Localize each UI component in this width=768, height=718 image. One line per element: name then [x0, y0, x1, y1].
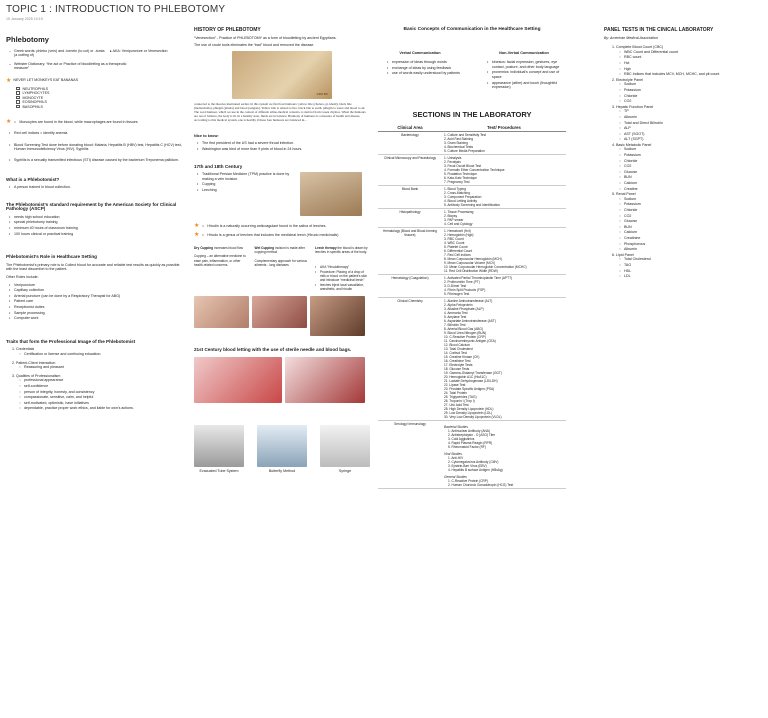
clinical-area-cell: Bacteriology	[378, 132, 442, 155]
trait-item: 3. Qualities of Professionalism ○ professional appearance ○ self-confidence ○ person of integrity, honesty, and consistency ○ compassionate, sensitive, calm, and helpful ○ self-motivated, optimistic, have initiatives ○ dependable, practice proper work ethics, and liable for own’s actions.	[16, 374, 186, 411]
table-row	[378, 186, 566, 209]
list-item: ○ CO2	[624, 99, 764, 104]
checkbox-icon[interactable]	[16, 96, 20, 100]
nice-list	[194, 141, 370, 151]
checklist-item[interactable]: NEUTROPHILS	[16, 87, 186, 92]
star-icon: ★	[194, 231, 200, 238]
list-item: • Capillary collection	[14, 288, 186, 293]
nice-heading: Nice to know:	[194, 133, 219, 138]
test-item: 1. Blood Typing	[444, 187, 466, 192]
checklist-item[interactable]: MONOCYTE	[16, 96, 186, 101]
table-header: Test/ Procedures	[442, 125, 566, 132]
table-header: Clinical Area	[378, 125, 442, 132]
list-item: ○ professional appearance	[24, 378, 186, 383]
test-item: 27. Uric Acid Test	[444, 403, 469, 408]
test-item: 6. Aspartate Aminotransferase (AST)	[444, 319, 496, 324]
test-item: 21. Lactate Dehydrogenase (LD/LDH)	[444, 379, 498, 384]
aka-note: ▸ AKA: Venipuncture or Venesection	[110, 48, 168, 53]
test-item: 3. D-Dimer Test	[444, 284, 467, 289]
tests-cell	[442, 155, 566, 186]
star-icon: ★	[194, 223, 200, 230]
panels-heading: PANEL TESTS IN THE CINICAL LABORATORY	[604, 27, 714, 33]
list-item: ○ HDL	[624, 269, 764, 274]
panels-source: By: American Medical Association	[604, 35, 658, 40]
panel-item: 2. Electrolyte Panel ○ Sodium ○ Potassium ○ Chloride ○ CO2	[616, 78, 764, 104]
list-item: ○ TAG	[624, 263, 764, 268]
list-item: ○ Hgb	[624, 67, 764, 72]
tube-system-image	[194, 425, 244, 467]
etym-list	[6, 49, 106, 59]
test-item: 3. Epstein-Barr Virus (EBV)	[448, 464, 487, 469]
list-item: ○ Chloride	[624, 159, 764, 164]
test-item: 5. Rheumatoid Factor (RF)	[448, 445, 486, 450]
list-item: ○ Calcium	[624, 230, 764, 235]
list-item: ○ compassionate, sensitive, calm, and helpful	[24, 395, 186, 400]
communication-heading: Basic Concepts of Communication in the Healthcare Setting	[403, 27, 541, 32]
test-item: 13. Total Cholesterol	[444, 347, 473, 352]
list-item: ○ Creatine	[624, 187, 764, 192]
test-item: 19. Gamma-Glutamyl Transferase (GGT)	[444, 371, 502, 376]
cave-note: The use of crude tools eliminates the “bad” blood and removed the disease.	[194, 43, 315, 48]
test-item: 5. Floatation Technique	[444, 172, 477, 177]
test-item: 1. Tissue Processing	[444, 210, 474, 215]
star-icon: ★	[6, 77, 12, 84]
cell-checklist	[6, 87, 186, 110]
list-item: ○ Phosphorous	[624, 242, 764, 247]
list-item: • The first president of the US had a severe throat infection.	[202, 141, 370, 146]
test-item: 4. Fibrin Split Products (FSP)	[444, 288, 486, 293]
tests-cell	[442, 186, 566, 209]
nonverbal-heading: Non-Verbal Communication	[499, 50, 549, 55]
column-intro	[6, 28, 186, 412]
table-row	[378, 132, 566, 155]
nonverbal-block	[482, 45, 566, 91]
egypt-figure-image	[232, 51, 332, 99]
list-item: • Procedure: Placing of a drop of milk or blood on the patient’s skin and introduce “medicinal leech”	[320, 270, 370, 282]
list-item: ○ BUN	[624, 175, 764, 180]
test-item: 25. Triglycerides (TAG)	[444, 395, 477, 400]
list-item: ○ Sodium	[624, 147, 764, 152]
checkbox-icon[interactable]	[16, 87, 20, 91]
list-item: ○ ALT (SGPT)	[624, 137, 764, 142]
list-item: • Computer work	[14, 316, 186, 321]
test-item: 4. Ammonia Test	[444, 311, 468, 316]
test-item: 20. Hemoglobin A1C (HbA1C)	[444, 375, 487, 380]
list-item: ○ Chloride	[624, 208, 764, 213]
std-heading: The Phlebotomist’s standard requirement by the American Society for Clinical Pathology (ASCP)	[6, 201, 177, 212]
panels-list	[604, 45, 764, 279]
test-item: 5. Fibrinogen Test	[444, 292, 470, 297]
list-item: • Blood Screening Test done before donating blood: Malaria, Hepatitis B (HBV) test, Hepatitis C (HCV) test, Human Immunodeficiency Virus (HIV), Syphilis	[14, 143, 186, 152]
list-item: ○ Certification or license and continuing education.	[24, 352, 186, 357]
list-item: ○ Creatinine	[624, 236, 764, 241]
clinical-area-cell: Serology/ Immunology	[378, 421, 442, 489]
list-item: ○ Sodium	[624, 82, 764, 87]
list-item: ○ RBC Indices that includes MCV, MCH, MCHC, and plt count	[624, 72, 764, 77]
test-item: 3. Cold Agglutinins	[448, 437, 475, 442]
list-item: ○ Total Cholesterol	[624, 257, 764, 262]
table-row	[378, 209, 566, 228]
never-note: ★ NEVER LET MONKEYS EAT BANANAS	[6, 77, 79, 84]
test-item: 4. Biochemical Tests	[444, 145, 473, 150]
traits-heading: Traits that form the Professional Image of the Phlebotomist	[6, 338, 136, 344]
role-heading: Phlebotomist’s Role in Healthcare Setting	[6, 254, 97, 260]
test-group-label: General Studies	[444, 475, 467, 480]
test-item: 6. Differential Count	[444, 249, 473, 254]
blood-bag-image	[194, 357, 282, 403]
test-item: 7. Bilirubin Test	[444, 323, 466, 328]
test-item: 18. Glucose Tests	[444, 367, 470, 372]
test-item: 4. Blood Letting Activity	[444, 199, 477, 204]
test-item: 12. Blood Calcium	[444, 343, 470, 348]
screening-list	[6, 131, 186, 162]
history-intro: “Venesection” - Practice of PHLEBOTOMY as a form of bloodletting by ancient Egyptians.	[194, 35, 337, 40]
history-heading: HISTORY OF PHLEBOTOMY	[194, 27, 261, 33]
checkbox-icon[interactable]	[16, 91, 20, 95]
list-item: • Arterial puncture (can be done by a Respiratory Therapist for ABG)	[14, 294, 186, 299]
test-item: 1. Culture and Sensitivity Test	[444, 133, 486, 138]
table-row	[378, 155, 566, 186]
test-item: 11. Carcinoembryonic Antigen (CEA)	[444, 339, 496, 344]
test-item: 2. Cross-Matching	[444, 191, 470, 196]
test-item: 2. Hemoglobin (Hgb)	[444, 233, 474, 238]
clinical-area-cell: Blood Bank	[378, 186, 442, 209]
arrow-right-icon: ▸	[110, 48, 113, 53]
etym-list-2	[6, 62, 136, 71]
leech-image	[310, 296, 365, 336]
list-item: • minimum 40 hours of classroom training	[14, 226, 186, 231]
clinical-area-cell: Hematology (Coagulation)	[378, 275, 442, 298]
list-item: ○ LDL	[624, 274, 764, 279]
column-history	[194, 28, 370, 473]
test-item: 2. Antistreptolysin - O (ASO) Titer	[448, 433, 496, 438]
role-paragraph: The Phlebotomist’s primary role is to Collect blood for accurate and reliable test results as quickly as possible with the least discomfort to the patient.	[6, 262, 180, 272]
list-item: ○ Total and Direct Bilirubin	[624, 121, 764, 126]
list-item: • Venipuncture	[14, 283, 186, 288]
list-item: ○ Reassuring and pleasant	[24, 365, 186, 370]
test-item: 4. WBC Count	[444, 241, 465, 246]
list-item: • Red cell indices = identify anemia	[14, 131, 186, 136]
list-item: • Cupping	[202, 182, 294, 187]
table-row	[378, 421, 566, 489]
checklist-item[interactable]: LYMPHOCYTES	[16, 91, 186, 96]
test-item: 3. Component Preparation	[444, 195, 482, 200]
hirudo-note	[194, 233, 370, 239]
syringe-image	[320, 425, 370, 467]
checklist-item[interactable]: EOSINOPHILS	[16, 100, 186, 105]
figure-caption: 1400 BC	[316, 92, 328, 97]
panel-item: 5. Renal Panel ○ Sodium ○ Potassium ○ Chloride ○ CO2 ○ Glucose ○ BUN ○ Calcium ○ Creatinine ○ Phosphorous ○ Albumin	[616, 192, 764, 252]
hirudin-note	[194, 224, 370, 230]
list-item: ○ ALP	[624, 126, 764, 131]
list-item: • Traditional Persian Medicine (TPM) practice is done by making a vein incision.	[202, 172, 294, 181]
etym-item: – Webster Dictionary: “the act or Practice of bloodletting as a therapeutic measure”	[14, 62, 136, 71]
tube-system-figure	[194, 425, 244, 474]
test-item: 1. Urinalysis	[444, 156, 462, 161]
test-group-label: Viral Studies	[444, 452, 462, 457]
humours-scan: connected to the theories mentioned earlier. In this system we find four humours: yellow bile (cholera, gr. kholē), black bile (melancholia), phlegm (pituita) and blood (sanguis). Yellow bile is related to fire, black bile to earth, phlegm to water and blood to air. The word humour, which we use in the context of different ethno-medical contexts, is derived from Greek chymos. When the humours are out of balance, the body is ill. In a healthy state, fluids are in balance. Harmony of humours is a measure of health and disease. According to this medical system, one is healthy if these four humours are balanced in...	[194, 101, 366, 122]
column-panels	[604, 28, 764, 280]
checkbox-icon[interactable]	[16, 105, 20, 109]
syringe-figure	[320, 425, 370, 474]
test-item: 10. Mean Corpuscular Hemoglobin Concentration (MCHC)	[444, 265, 527, 270]
tests-cell	[442, 275, 566, 298]
page-title: TOPIC 1 : INTRODUCTION TO PHLEBOTOMY	[6, 4, 226, 15]
list-item: • kinesics: facial expression, gestures, eye contact, posture, and other body language	[492, 60, 566, 69]
mono-note-text: • Monocytes are found in the blood, while macrophages are found in tissues	[19, 120, 137, 125]
test-item: 2. Fecalysis	[444, 160, 461, 165]
list-item: • A person trained in blood collection.	[14, 185, 186, 190]
dry-cupping-image	[194, 296, 249, 328]
tests-cell	[442, 421, 566, 489]
test-item: 5. Platelet Count	[444, 245, 468, 250]
test-item: 14. Cortisol Test	[444, 351, 467, 356]
table-row	[378, 275, 566, 298]
list-item: ○ Hct	[624, 61, 764, 66]
test-item: 24. Total Protein	[444, 391, 467, 396]
list-item: ○ Sodium	[624, 197, 764, 202]
test-item: 4. Rapid Plasma Reagin (RPR)	[448, 441, 493, 446]
cupping-section	[194, 246, 370, 292]
list-item: ○ Chloride	[624, 94, 764, 99]
list-item: • AKA “Hirudotherapy”	[320, 265, 370, 269]
test-item: 8. Arterial Blood Gas (ABG)	[444, 327, 483, 332]
test-item: 1. C-Reactive Protein (CRP)	[448, 479, 489, 484]
list-item: ○ WBC Count and Differential count	[624, 50, 764, 55]
list-item: ○ Glucose	[624, 219, 764, 224]
test-item: 2. Biopsy	[444, 214, 458, 219]
test-item: 4. Formalin Ether Concentration Technique	[444, 168, 505, 173]
list-item: ○ person of integrity, honesty, and consistency	[24, 390, 186, 395]
checklist-item[interactable]: BASOPHILS	[16, 105, 186, 110]
test-group-label: Bacterial Studies	[444, 425, 468, 430]
trait-item: 2. Patient-Client Interaction ○ Reassuring and pleasant	[16, 361, 186, 370]
test-item: 7. Red Cell Indices	[444, 253, 471, 258]
list-item: ○ Potassium	[624, 202, 764, 207]
page-date: 15 January 2025 10:19	[6, 17, 43, 21]
std-list	[6, 215, 186, 236]
list-item: • special phlebotomy training	[14, 220, 186, 225]
test-item: 1. Hematocrit (Hct)	[444, 229, 471, 234]
list-item: ○ BUN	[624, 225, 764, 230]
test-item: 6. Kato-Katz Technique	[444, 176, 477, 181]
test-item: 17. Electrolyte Tests	[444, 363, 473, 368]
tests-cell	[442, 132, 566, 155]
what-list	[6, 185, 186, 190]
century-heading: 17th and 18th Century	[194, 163, 243, 169]
list-item: ○ Potassium	[624, 88, 764, 93]
list-item: ○ Glucose	[624, 170, 764, 175]
test-item: 16. Creatinine Test	[444, 359, 471, 364]
list-item: ○ Albumin	[624, 115, 764, 120]
test-item: 3. PAP smear	[444, 218, 464, 223]
star-icon: ★	[6, 118, 12, 125]
panel-item: 3. Hepatic Function Panel ○ TP ○ Albumin ○ Total and Direct Bilirubin ○ ALP ○ AST (SGOT) ○ ALT (SGPT)	[616, 105, 764, 142]
verbal-heading: Verbal Communication	[399, 50, 441, 55]
list-item: • Leeching	[202, 188, 294, 193]
list-item: ○ TP	[624, 109, 764, 114]
test-item: 8. Mean Corpuscular Hemoglobin (MCH)	[444, 257, 502, 262]
phlebotomy-heading: Phlebotomy	[6, 35, 49, 44]
test-item: 1. Anti-HIV	[448, 456, 464, 461]
test-item: 15. Creatine Kinase (CK)	[444, 355, 480, 360]
list-item: ○ Albumin	[624, 247, 764, 252]
test-item: 23. Prostate Specific Antigen (PSA)	[444, 387, 495, 392]
test-item: 29. Low Density Lipoprotein (LDL)	[444, 411, 493, 416]
list-item: • Sample processing	[14, 311, 186, 316]
test-item: 9. Mean Corpuscular Volume (MCV)	[444, 261, 496, 266]
tests-cell	[442, 298, 566, 421]
figure-label: Butterfly Method	[268, 468, 296, 473]
sections-heading: SECTIONS IN THE LABORATORY	[412, 109, 532, 119]
test-item: 5. Amylase Test	[444, 315, 467, 320]
test-item: 11. Red Cell Distribution Width (RDW)	[444, 269, 498, 274]
panel-item: 4. Basic Metabolic Panel ○ Sodium ○ Potassium ○ Chloride ○ CO2 ○ Glucose ○ BUN ○ Calcium ○ Creatine	[616, 143, 764, 191]
tests-cell	[442, 228, 566, 275]
butterfly-image	[257, 425, 307, 467]
list-item: ○ RBC count	[624, 55, 764, 60]
etym-item: – Greek words: phlebo (vein) and -tomein (to cut) or -tomia (a cutting of)	[14, 49, 106, 58]
list-item: ○ Calcium	[624, 181, 764, 186]
wet-cupping-body: Complementary approach for various ailments - lung diseases	[254, 258, 307, 267]
clinical-area-cell: Clinical Chemistry	[378, 298, 442, 421]
wet-cupping: Wet Cupping incision is made after cupping method Complementary approach for various ailments - lung diseases	[255, 246, 310, 292]
wet-cupping-image	[252, 296, 307, 328]
leech-therapy: Leech therapy the blood is drawn by leeches in specific areas of the body. • AKA “Hirudotherapy” • Procedure: Placing of a drop of milk or blood on the patient’s skin and introduce “medicinal leech” • leeches inject local vasodilator, anesthetic, and hirudin	[315, 246, 370, 292]
butterfly-figure	[257, 425, 307, 474]
test-item: 1. Antinuclear Antibody (ANA)	[448, 429, 490, 434]
list-item: ○ CO2	[624, 164, 764, 169]
test-item: 3. RBC Count	[444, 237, 464, 242]
clinical-area-cell: Hematology (Blood and Blood-forming tissues)	[378, 228, 442, 275]
century21-heading: 21st Century blood letting with the use of sterile needle and blood bags.	[194, 347, 352, 353]
test-item: 22. Lipase Test	[444, 383, 466, 388]
verbal-block	[378, 45, 462, 91]
test-item: 2. Prothrombin Time (PT)	[444, 280, 480, 285]
test-item: 7. Pregnancy Test	[444, 180, 470, 185]
list-item: • Syphilis is a sexually transmitted infectious (STI) disease caused by the bacterium Treponema pallidum.	[14, 158, 186, 163]
what-heading: What is a Phlebotomist?	[6, 176, 60, 182]
list-item: • use of words easily understood by patients	[392, 71, 462, 76]
list-item: • exchange of ideas by using feedback	[392, 66, 462, 71]
test-item: 1. Alanine Aminotransferase (ALT)	[444, 299, 493, 304]
figure-label: Syringe	[338, 468, 352, 473]
list-item: ○ dependable, practice proper work ethics, and liable for own’s actions.	[24, 406, 186, 411]
list-item: • Hirudin is a naturally occurring anticoagulant found in the saliva of leeches.	[207, 224, 326, 229]
century-list	[194, 172, 294, 216]
lab-sections-table	[378, 125, 566, 489]
test-item: 10. C-Reactive Protein (CRP)	[444, 335, 486, 340]
test-item: 4. Cell and Cytology	[444, 222, 473, 227]
test-item: 2. Cytomegalovirus Antibody (CMV)	[448, 460, 499, 465]
list-item: • expression of ideas through words	[392, 60, 462, 65]
list-item: • Hirudo is a genus of leeches that includes the medicinal leech (Hirudo medicinalis)	[207, 233, 338, 238]
table-row	[378, 228, 566, 275]
test-item: 28. High Density Lipoprotein (HDL)	[444, 407, 494, 412]
test-item: 2. Human Chorionic Gonadotropin (HCG) Test	[448, 483, 514, 488]
test-item: 5. Culture Media Preparation	[444, 149, 485, 154]
tests-cell	[442, 209, 566, 228]
list-item: • 100 hours clinical or practical training	[14, 232, 186, 237]
panel-item: 6. Lipid Panel ○ Total Cholesterol ○ TAG ○ HDL ○ LDL	[616, 253, 764, 279]
checkbox-icon[interactable]	[16, 100, 20, 104]
test-item: 2. Alpha Fetoprotein	[444, 303, 473, 308]
clinical-area-cell: Histopathology	[378, 209, 442, 228]
trait-item: 1. Credentials ○ Certification or license and continuing education.	[16, 347, 186, 356]
page-header	[6, 4, 306, 21]
list-item: ○ self-confidence	[24, 384, 186, 389]
list-item: ○ Potassium	[624, 153, 764, 158]
figure-label: Evacuated Tube System	[199, 468, 239, 473]
test-item: 5. Antibody Screening and Identification	[444, 203, 500, 208]
list-item: • needs high school education	[14, 215, 186, 220]
test-item: 30. Very Low Density Lipoprotein (VLDL)	[444, 415, 502, 420]
traits-list	[6, 347, 186, 411]
list-item: • Patient care	[14, 299, 186, 304]
test-item: 3. Fecal Occult Blood Test	[444, 164, 481, 169]
list-item: • proxemics: individual's concept and use of space	[492, 70, 566, 79]
leeching-illustration-image	[300, 172, 362, 216]
list-item: • leeches inject local vasodilator, anesthetic, and hirudin	[320, 283, 370, 291]
table-row	[378, 298, 566, 421]
column-communication	[378, 28, 566, 489]
test-item: 1. Activated Partial Thromboplastin Time (APTT)	[444, 276, 513, 281]
dry-cupping-body: Cupping – an alternative medicine to ease pain, inflammation, or other health-related concerns.	[194, 254, 246, 267]
list-item: • Washington was bled of more than 9 pints of blood in 24 hours.	[202, 147, 370, 152]
other-roles-list	[6, 283, 186, 321]
clinical-area-cell: Clinical Microscopy and Parasitology	[378, 155, 442, 186]
test-item: 3. Gram Staining	[444, 141, 468, 146]
list-item: ○ self-motivated, optimistic, have initiatives	[24, 401, 186, 406]
list-item: • Receptionist duties	[14, 305, 186, 310]
list-item: ○ CO2	[624, 214, 764, 219]
dry-cupping: Dry Cupping increases blood flow Cupping – an alternative medicine to ease pain, inflammation, or other health-related concerns.	[194, 246, 249, 292]
test-item: 3. Alkaline Phosphate (ALP)	[444, 307, 484, 312]
list-item: ○ AST (SGOT)	[624, 132, 764, 137]
test-item: 2. Acid Fast Staining	[444, 137, 474, 142]
other-roles-label: Other Roles include:	[6, 275, 39, 280]
test-item: 9. Blood Urea Nitrogen (BUN)	[444, 331, 487, 336]
test-item: 26. Troponin I (Trop I)	[444, 399, 475, 404]
blood-draw-image	[285, 357, 365, 403]
list-item: • appearance (attire) and touch (thoughtful expression)	[492, 81, 566, 90]
panel-item: 1. Complete Blood Count (CBC) ○ WBC Count and Differential count ○ RBC count ○ Hct ○ Hgb ○ RBC Indices that includes MCV, MCH, MCHC, and plt count	[616, 45, 764, 77]
test-item: 4. Hepatitis B surface Antigen (HBsAg)	[448, 468, 503, 473]
